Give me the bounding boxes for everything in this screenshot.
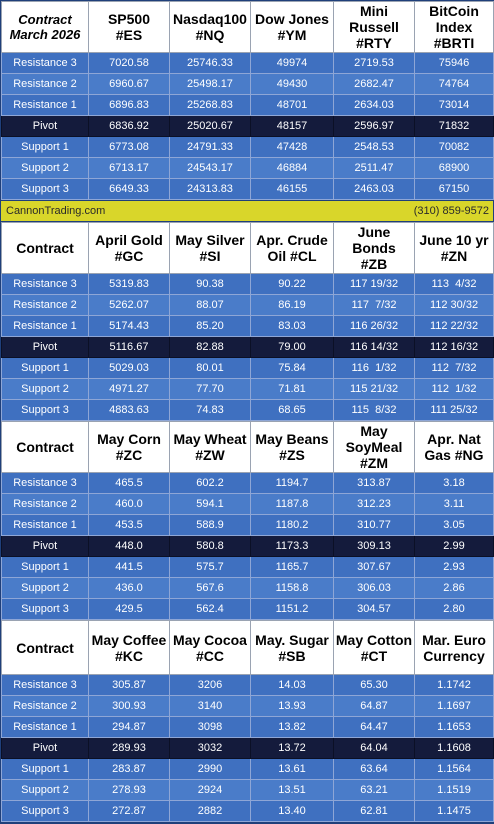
table-row [2, 557, 494, 578]
level-value: 116 26/32 [334, 316, 415, 337]
level-label: Pivot [2, 337, 89, 358]
level-label: Resistance 3 [2, 473, 89, 494]
level-value: 46884 [251, 158, 334, 179]
level-value: 6836.92 [89, 116, 170, 137]
instrument-header: May SoyMeal #ZM [334, 422, 415, 473]
level-value: 1151.2 [251, 599, 334, 620]
contact-banner [1, 200, 493, 222]
level-value: 68.65 [251, 400, 334, 421]
level-value: 2.80 [415, 599, 494, 620]
website-link[interactable]: CannonTrading.com [6, 205, 106, 217]
instrument-header: Nasdaq100 #NQ [170, 2, 251, 53]
level-value: 6896.83 [89, 95, 170, 116]
level-label: Pivot [2, 536, 89, 557]
level-value: 3.05 [415, 515, 494, 536]
level-value: 436.0 [89, 578, 170, 599]
level-value: 2634.03 [334, 95, 415, 116]
level-value: 1.1742 [415, 675, 494, 696]
level-value: 83.03 [251, 316, 334, 337]
level-value: 64.87 [334, 696, 415, 717]
level-value: 112 16/32 [415, 337, 494, 358]
level-value: 65.30 [334, 675, 415, 696]
level-value: 1.1564 [415, 759, 494, 780]
level-value: 1.1519 [415, 780, 494, 801]
contract-header: Contract [2, 223, 89, 274]
level-value: 113 4/32 [415, 274, 494, 295]
level-value: 1158.8 [251, 578, 334, 599]
level-label: Resistance 1 [2, 95, 89, 116]
level-value: 68900 [415, 158, 494, 179]
level-value: 63.64 [334, 759, 415, 780]
level-label: Resistance 2 [2, 74, 89, 95]
table-row [2, 801, 494, 822]
instrument-header: Mini Russell #RTY [334, 2, 415, 53]
level-value: 307.67 [334, 557, 415, 578]
level-label: Support 1 [2, 759, 89, 780]
instrument-header: May Wheat #ZW [170, 422, 251, 473]
level-value: 116 14/32 [334, 337, 415, 358]
instrument-header: Dow Jones #YM [251, 2, 334, 53]
header-row [2, 2, 494, 53]
level-value: 6713.17 [89, 158, 170, 179]
level-value: 85.20 [170, 316, 251, 337]
table-row [2, 316, 494, 337]
level-value: 90.22 [251, 274, 334, 295]
level-label: Support 3 [2, 179, 89, 200]
level-value: 82.88 [170, 337, 251, 358]
level-value: 73014 [415, 95, 494, 116]
instrument-header: April Gold #GC [89, 223, 170, 274]
level-value: 5029.03 [89, 358, 170, 379]
level-label: Support 3 [2, 801, 89, 822]
level-value: 13.72 [251, 738, 334, 759]
level-label: Resistance 1 [2, 515, 89, 536]
level-value: 1.1475 [415, 801, 494, 822]
level-value: 7020.58 [89, 53, 170, 74]
level-value: 47428 [251, 137, 334, 158]
table-row [2, 494, 494, 515]
level-value: 1.1653 [415, 717, 494, 738]
header-row [2, 621, 494, 675]
table-row [2, 358, 494, 379]
level-value: 594.1 [170, 494, 251, 515]
level-label: Resistance 2 [2, 696, 89, 717]
instrument-header: June Bonds #ZB [334, 223, 415, 274]
instrument-header: May Coffee #KC [89, 621, 170, 675]
level-value: 4971.27 [89, 379, 170, 400]
level-label: Support 2 [2, 578, 89, 599]
table-row [2, 578, 494, 599]
level-label: Resistance 2 [2, 494, 89, 515]
level-value: 460.0 [89, 494, 170, 515]
table-row [2, 95, 494, 116]
table-row [2, 675, 494, 696]
table-row [2, 137, 494, 158]
level-value: 74.83 [170, 400, 251, 421]
level-value: 313.87 [334, 473, 415, 494]
level-value: 116 1/32 [334, 358, 415, 379]
pivot-row [2, 337, 494, 358]
level-label: Support 1 [2, 358, 89, 379]
level-label: Resistance 1 [2, 316, 89, 337]
level-value: 75946 [415, 53, 494, 74]
level-value: 602.2 [170, 473, 251, 494]
level-value: 70082 [415, 137, 494, 158]
level-value: 24313.83 [170, 179, 251, 200]
level-value: 25498.17 [170, 74, 251, 95]
instrument-header: BitCoin Index #BRTI [415, 2, 494, 53]
level-value: 1165.7 [251, 557, 334, 578]
level-value: 13.51 [251, 780, 334, 801]
level-value: 2.86 [415, 578, 494, 599]
pivot-row [2, 738, 494, 759]
level-value: 24543.17 [170, 158, 251, 179]
level-value: 448.0 [89, 536, 170, 557]
level-label: Pivot [2, 116, 89, 137]
level-value: 77.70 [170, 379, 251, 400]
level-label: Resistance 3 [2, 274, 89, 295]
contract-header: Contract [2, 621, 89, 675]
level-value: 289.93 [89, 738, 170, 759]
instrument-header: May Cocoa #CC [170, 621, 251, 675]
level-value: 2463.03 [334, 179, 415, 200]
level-label: Resistance 1 [2, 717, 89, 738]
level-value: 115 21/32 [334, 379, 415, 400]
level-value: 2719.53 [334, 53, 415, 74]
table-row [2, 379, 494, 400]
level-value: 5319.83 [89, 274, 170, 295]
level-value: 71.81 [251, 379, 334, 400]
level-label: Support 1 [2, 137, 89, 158]
table-row [2, 599, 494, 620]
level-value: 25268.83 [170, 95, 251, 116]
table-row [2, 274, 494, 295]
level-value: 305.87 [89, 675, 170, 696]
instrument-header: Apr. Crude Oil #CL [251, 223, 334, 274]
level-value: 112 1/32 [415, 379, 494, 400]
level-value: 580.8 [170, 536, 251, 557]
level-value: 74764 [415, 74, 494, 95]
level-label: Pivot [2, 738, 89, 759]
levels-table-4 [1, 620, 494, 822]
level-value: 567.6 [170, 578, 251, 599]
level-value: 2882 [170, 801, 251, 822]
level-value: 1.1697 [415, 696, 494, 717]
level-value: 25746.33 [170, 53, 251, 74]
level-value: 5174.43 [89, 316, 170, 337]
phone-number: (310) 859-9572 [413, 205, 489, 217]
level-value: 2.99 [415, 536, 494, 557]
level-value: 5116.67 [89, 337, 170, 358]
level-value: 115 8/32 [334, 400, 415, 421]
level-label: Support 1 [2, 557, 89, 578]
level-value: 3140 [170, 696, 251, 717]
level-value: 24791.33 [170, 137, 251, 158]
level-value: 3.18 [415, 473, 494, 494]
level-value: 67150 [415, 179, 494, 200]
level-value: 588.9 [170, 515, 251, 536]
level-value: 80.01 [170, 358, 251, 379]
level-value: 3098 [170, 717, 251, 738]
levels-table-3 [1, 421, 494, 620]
level-label: Support 2 [2, 780, 89, 801]
level-value: 64.04 [334, 738, 415, 759]
level-value: 3032 [170, 738, 251, 759]
level-value: 86.19 [251, 295, 334, 316]
table-row [2, 400, 494, 421]
level-value: 2.93 [415, 557, 494, 578]
level-value: 48701 [251, 95, 334, 116]
table-row [2, 158, 494, 179]
level-value: 575.7 [170, 557, 251, 578]
level-value: 1173.3 [251, 536, 334, 557]
table-row [2, 759, 494, 780]
pivot-row [2, 116, 494, 137]
instrument-header: June 10 yr #ZN [415, 223, 494, 274]
level-value: 63.21 [334, 780, 415, 801]
level-value: 453.5 [89, 515, 170, 536]
level-value: 117 7/32 [334, 295, 415, 316]
level-value: 310.77 [334, 515, 415, 536]
level-value: 25020.67 [170, 116, 251, 137]
instrument-header: May Silver #SI [170, 223, 251, 274]
level-value: 312.23 [334, 494, 415, 515]
level-value: 13.40 [251, 801, 334, 822]
level-value: 272.87 [89, 801, 170, 822]
level-value: 429.5 [89, 599, 170, 620]
level-value: 3.11 [415, 494, 494, 515]
level-value: 465.5 [89, 473, 170, 494]
level-value: 79.00 [251, 337, 334, 358]
header-row [2, 422, 494, 473]
level-value: 300.93 [89, 696, 170, 717]
table-row [2, 295, 494, 316]
level-value: 88.07 [170, 295, 251, 316]
instrument-header: SP500 #ES [89, 2, 170, 53]
contract-header: Contract March 2026 [2, 2, 89, 53]
instrument-header: Apr. Nat Gas #NG [415, 422, 494, 473]
level-value: 6649.33 [89, 179, 170, 200]
level-value: 90.38 [170, 274, 251, 295]
level-value: 2682.47 [334, 74, 415, 95]
table-row [2, 179, 494, 200]
level-value: 1187.8 [251, 494, 334, 515]
level-value: 13.93 [251, 696, 334, 717]
instrument-header: May Corn #ZC [89, 422, 170, 473]
pivot-row [2, 536, 494, 557]
level-label: Support 3 [2, 400, 89, 421]
level-value: 309.13 [334, 536, 415, 557]
level-value: 49974 [251, 53, 334, 74]
level-value: 64.47 [334, 717, 415, 738]
level-label: Resistance 3 [2, 675, 89, 696]
level-value: 304.57 [334, 599, 415, 620]
level-value: 2924 [170, 780, 251, 801]
level-value: 49430 [251, 74, 334, 95]
level-value: 278.93 [89, 780, 170, 801]
instrument-header: Mar. Euro Currency [415, 621, 494, 675]
level-label: Support 3 [2, 599, 89, 620]
table-row [2, 717, 494, 738]
level-value: 3206 [170, 675, 251, 696]
level-value: 48157 [251, 116, 334, 137]
level-label: Resistance 3 [2, 53, 89, 74]
level-value: 13.82 [251, 717, 334, 738]
level-label: Support 2 [2, 379, 89, 400]
contract-header: Contract [2, 422, 89, 473]
levels-table-1 [1, 1, 494, 200]
level-label: Support 2 [2, 158, 89, 179]
level-value: 4883.63 [89, 400, 170, 421]
level-value: 62.81 [334, 801, 415, 822]
level-value: 562.4 [170, 599, 251, 620]
level-value: 294.87 [89, 717, 170, 738]
instrument-header: May Beans #ZS [251, 422, 334, 473]
level-value: 441.5 [89, 557, 170, 578]
level-value: 2596.97 [334, 116, 415, 137]
level-value: 2548.53 [334, 137, 415, 158]
level-value: 1194.7 [251, 473, 334, 494]
instrument-header: May. Sugar #SB [251, 621, 334, 675]
table-row [2, 696, 494, 717]
level-value: 6773.08 [89, 137, 170, 158]
table-row [2, 473, 494, 494]
level-value: 5262.07 [89, 295, 170, 316]
level-value: 112 7/32 [415, 358, 494, 379]
level-label: Resistance 2 [2, 295, 89, 316]
level-value: 112 30/32 [415, 295, 494, 316]
level-value: 283.87 [89, 759, 170, 780]
level-value: 2990 [170, 759, 251, 780]
table-row [2, 780, 494, 801]
level-value: 75.84 [251, 358, 334, 379]
level-value: 71832 [415, 116, 494, 137]
levels-table-2 [1, 222, 494, 421]
header-row [2, 223, 494, 274]
instrument-header: May Cotton #CT [334, 621, 415, 675]
table-row [2, 74, 494, 95]
level-value: 13.61 [251, 759, 334, 780]
level-value: 1180.2 [251, 515, 334, 536]
level-value: 6960.67 [89, 74, 170, 95]
level-value: 14.03 [251, 675, 334, 696]
level-value: 112 22/32 [415, 316, 494, 337]
level-value: 306.03 [334, 578, 415, 599]
level-value: 46155 [251, 179, 334, 200]
level-value: 111 25/32 [415, 400, 494, 421]
level-value: 1.1608 [415, 738, 494, 759]
table-row [2, 515, 494, 536]
table-row [2, 53, 494, 74]
level-value: 117 19/32 [334, 274, 415, 295]
level-value: 2511.47 [334, 158, 415, 179]
